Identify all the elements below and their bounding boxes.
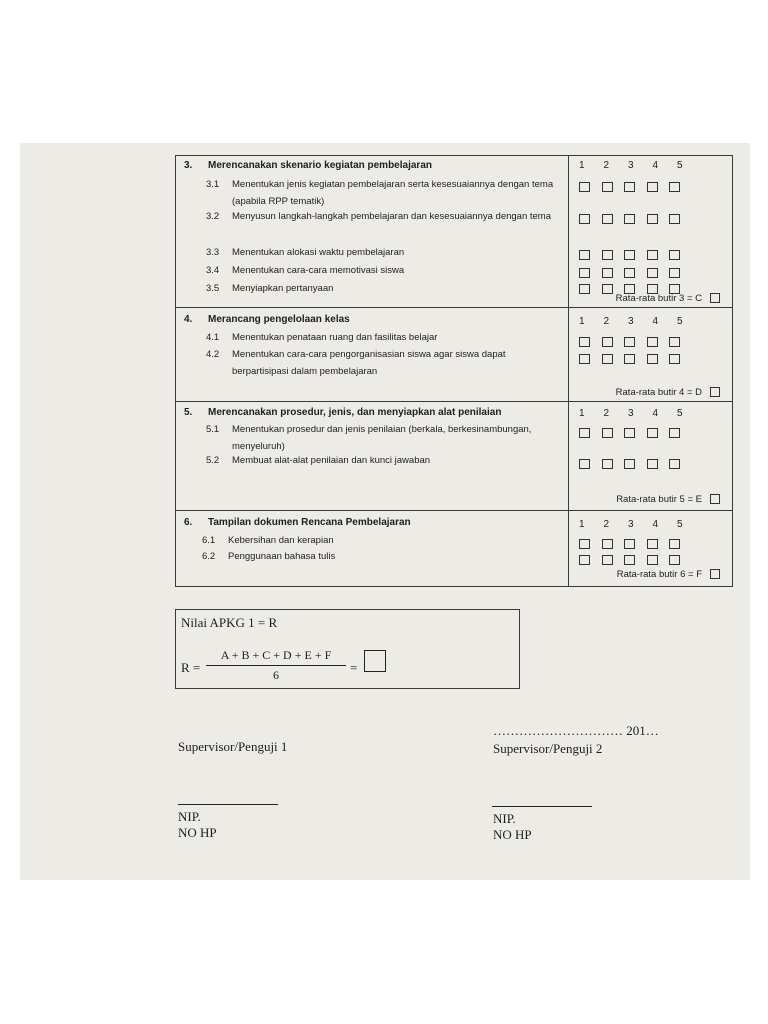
formula-title: Nilai APKG 1 = R xyxy=(181,615,278,630)
section-4-items xyxy=(176,308,569,401)
score-scale-header: 1 2 3 4 5 xyxy=(579,316,683,327)
score-checkboxes-6-2[interactable] xyxy=(579,552,692,570)
criterion-item: 4.1 Menentukan penataan ruang dan fasilitas belajar xyxy=(206,332,438,343)
document-page xyxy=(20,143,750,880)
signature-line-1 xyxy=(178,804,278,805)
section-3-items xyxy=(176,156,569,307)
criterion-item: 4.2 Menentukan cara-cara pengorganisasian siswa agar siswa dapat berpartisipasi dalam pembelajaran xyxy=(206,349,506,377)
score-checkboxes-3-3[interactable] xyxy=(579,247,692,265)
section-6 xyxy=(176,511,732,586)
section-title: 6. Tampilan dokumen Rencana Pembelajaran xyxy=(184,517,411,528)
result-box[interactable] xyxy=(364,650,386,672)
formula-numerator: A + B + C + D + E + F xyxy=(220,648,332,662)
criterion-item: 3.1 Menentukan jenis kegiatan pembelajaran serta kesesuaiannya dengan tema (apabila RPP tematik) xyxy=(206,179,554,207)
fraction-bar xyxy=(206,665,346,666)
assessment-table xyxy=(175,155,733,587)
criterion-item: 3.5 Menyiapkan pertanyaan xyxy=(206,283,334,294)
score-checkboxes-3-1[interactable] xyxy=(579,179,692,197)
nip-1: NIP. xyxy=(178,809,201,824)
average-row: Rata-rata butir 6 = F xyxy=(617,569,720,580)
score-checkboxes-5-1[interactable] xyxy=(579,425,692,443)
supervisor-1-label: Supervisor/Penguji 1 xyxy=(178,739,288,754)
section-3 xyxy=(176,156,732,308)
criterion-item: 3.3 Menentukan alokasi waktu pembelajaran xyxy=(206,247,405,258)
signature-line-2 xyxy=(492,806,592,807)
section-title: 5. Merencanakan prosedur, jenis, dan menyiapkan alat penilaian xyxy=(184,407,502,418)
average-row: Rata-rata butir 3 = C xyxy=(616,293,720,304)
nip-2: NIP. xyxy=(493,811,516,826)
formula-denominator: 6 xyxy=(273,668,279,682)
criterion-item: 6.2 Penggunaan bahasa tulis xyxy=(202,551,336,562)
average-box[interactable] xyxy=(710,387,720,397)
supervisor-2-label: Supervisor/Penguji 2 xyxy=(493,741,603,756)
hp-1: NO HP xyxy=(178,825,217,840)
section-title: 4. Merancang pengelolaan kelas xyxy=(184,314,350,325)
average-box[interactable] xyxy=(710,569,720,579)
score-scale-header: 1 2 3 4 5 xyxy=(579,519,683,530)
hp-2: NO HP xyxy=(493,827,532,842)
section-title: 3. Merencanakan skenario kegiatan pembelajaran xyxy=(184,160,432,171)
apkg-formula-box xyxy=(175,609,520,689)
criterion-item: 5.1 Menentukan prosedur dan jenis penilaian (berkala, berkesinambungan, menyeluruh) xyxy=(206,424,532,452)
section-6-items xyxy=(176,511,569,586)
average-row: Rata-rata butir 4 = D xyxy=(616,387,720,398)
formula-lhs: R = xyxy=(181,660,201,675)
criterion-item: 5.2 Membuat alat-alat penilaian dan kunci jawaban xyxy=(206,455,431,466)
average-box[interactable] xyxy=(710,494,720,504)
date-line: ………………………… 201… xyxy=(493,723,659,738)
score-scale-header: 1 2 3 4 5 xyxy=(579,408,683,419)
section-5 xyxy=(176,402,732,511)
section-5-items xyxy=(176,402,569,510)
criterion-item: 3.2 Menyusun langkah-langkah pembelajaran dan kesesuaiannya dengan tema xyxy=(206,211,552,222)
score-checkboxes-4-1[interactable] xyxy=(579,334,692,352)
criterion-item: 6.1 Kebersihan dan kerapian xyxy=(202,535,334,546)
score-checkboxes-3-2[interactable] xyxy=(579,211,692,229)
score-checkboxes-5-2[interactable] xyxy=(579,456,692,474)
score-scale-header: 1 2 3 4 5 xyxy=(579,160,683,171)
formula-equals: = xyxy=(350,660,358,675)
criterion-item: 3.4 Menentukan cara-cara memotivasi siswa xyxy=(206,265,405,276)
score-checkboxes-4-2[interactable] xyxy=(579,351,692,369)
section-4 xyxy=(176,308,732,402)
average-box[interactable] xyxy=(710,293,720,303)
average-row: Rata-rata butir 5 = E xyxy=(616,494,720,505)
